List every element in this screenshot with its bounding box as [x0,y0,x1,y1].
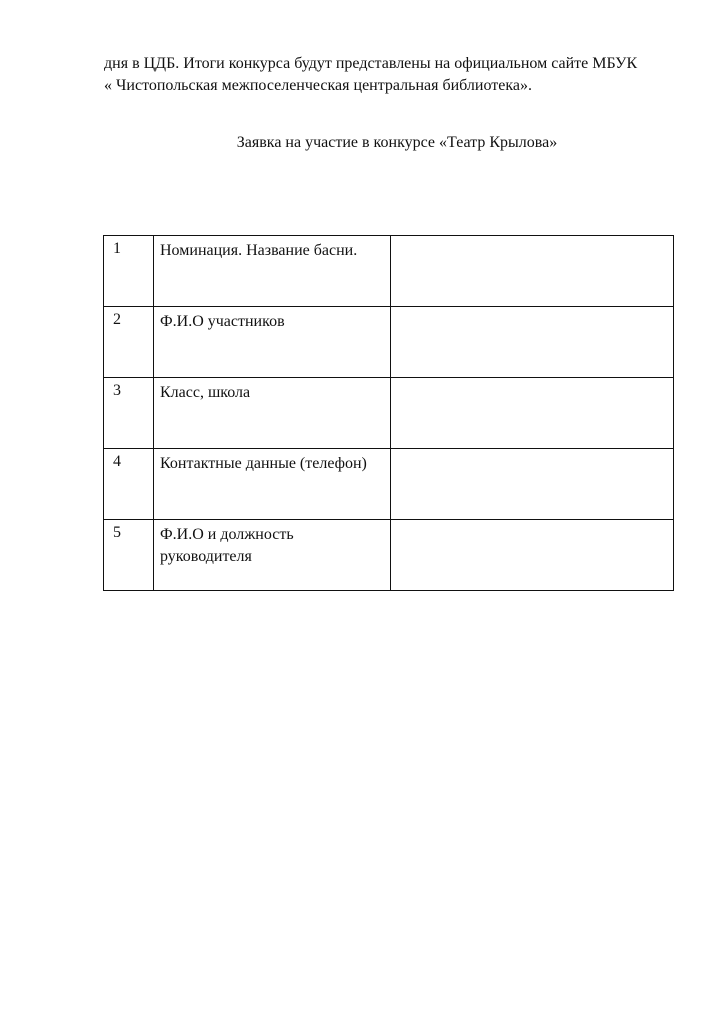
table-row [104,520,674,591]
form-title: Заявка на участие в конкурсе «Театр Крылова» [236,134,558,151]
row-label: Ф.И.О участников [154,307,391,378]
row-label: Контактные данные (телефон) [154,449,391,520]
table-row [104,307,674,378]
table-row [104,449,674,520]
table-row [104,236,674,307]
paragraph-line: дня в ЦДБ. Итоги конкурса будут представлены на официальном сайте МБУК [104,55,638,72]
row-value-cell [391,520,674,591]
row-number: 1 [104,236,154,307]
table-row [104,378,674,449]
intro-paragraph [104,53,694,97]
row-value-cell [391,449,674,520]
row-value-cell [391,307,674,378]
application-form-table [103,235,674,591]
row-label: Ф.И.О и должность руководителя [154,520,391,591]
row-number: 3 [104,378,154,449]
row-label: Класс, школа [154,378,391,449]
paragraph-line: « Чистопольская межпоселенческая центральная библиотека». [104,77,532,94]
row-number: 5 [104,520,154,591]
row-label: Номинация. Название басни. [154,236,391,307]
row-value-cell [391,378,674,449]
row-number: 2 [104,307,154,378]
row-number: 4 [104,449,154,520]
row-value-cell [391,236,674,307]
